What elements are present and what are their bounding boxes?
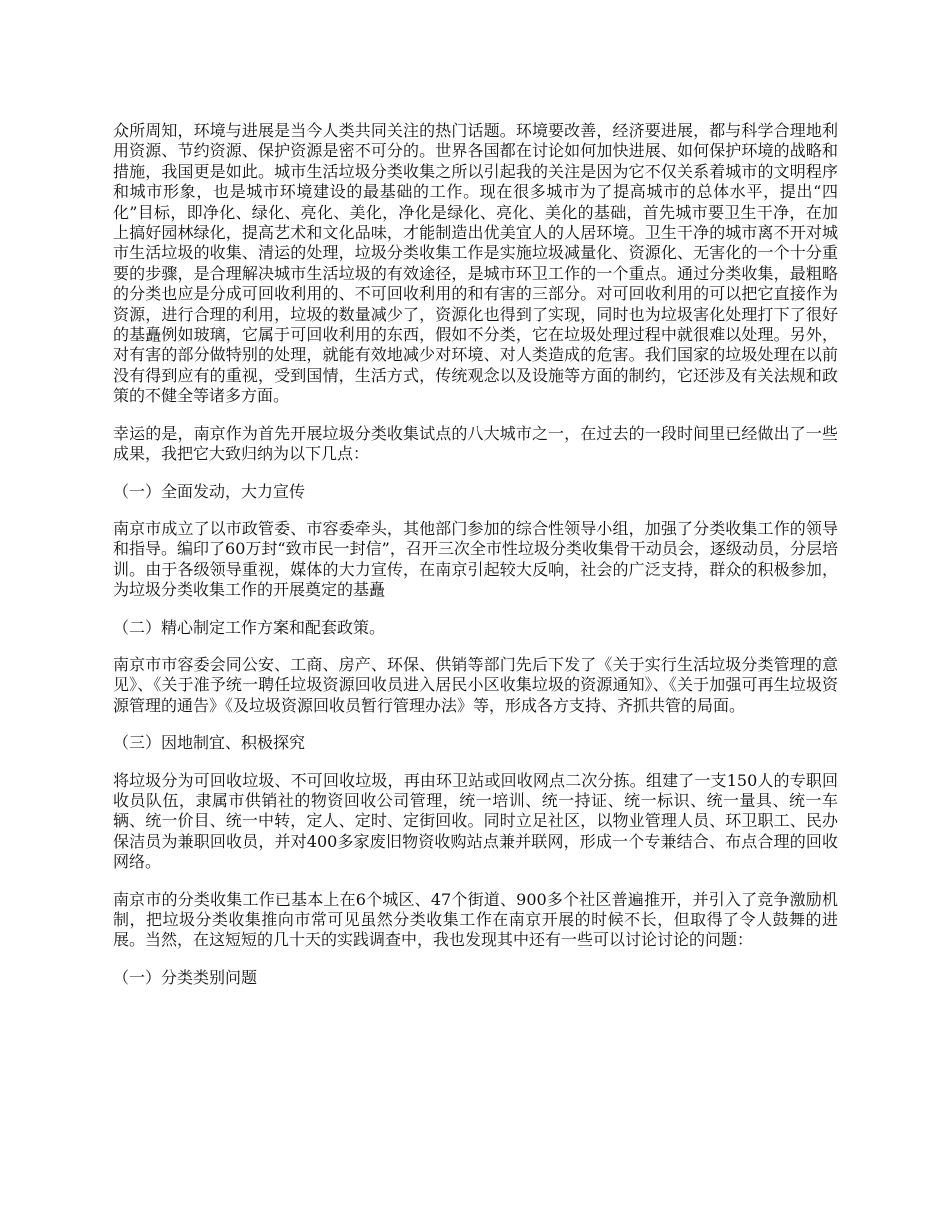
paragraph-intro: 众所周知，环境与进展是当今人类共同关注的热门话题。环境要改善，经济要进展，都与科学合理地利用资源、节约资源、保护资源是密不可分的。世界各国都在讨论如何加快进展、如何保护环境的战略和措施，我国更是如此。城市生活垃圾分类收集之所以引起我的关注是因为它不仅关系着城市的文明程序和城市形象，也是城市环境建设的最基础的工作。现在很多城市为了提高城市的总体水平，提出“四化”目标，即净化、绿化、亮化、美化，净化是绿化、亮化、美化的基础，首先城市要卫生干净，在加上搞好园林绿化，提高艺术和文化品味，才能制造出优美宜人的人居环境。卫生干净的城市离不开对城市生活垃圾的收集、清运的处理，垃圾分类收集工作是实施垃圾减量化、资源化、无害化的一个十分重要的步骤，是合理解决城市生活垃圾的有效途径，是城市环卫工作的一个重点。通过分类收集，最粗略的分类也应是分成可回收利用的、不可回收利用的和有害的三部分。对可回收利用的可以把它直接作为资源，进行合理的利用，垃圾的数量减少了，资源化也得到了实现，同时也为垃圾害化处理打下了很好的基矗例如玻璃，它属于可回收利用的东西，假如不分类，它在垃圾处理过程中就很难以处理。另外，对有害的部分做特别的处理，就能有效地减少对环境、对人类造成的危害。我们国家的垃圾处理在以前没有得到应有的重视，受到国情，生活方式，传统观念以及设施等方面的制约，它还涉及有关法规和政策的不健全等诸多方面。 — [113, 121, 838, 406]
section-heading-2: （二）精心制定工作方案和配套政策。 — [113, 617, 386, 637]
paragraph-section-3: 将垃圾分为可回收垃圾、不可回收垃圾，再由环卫站或回收网点二次分拣。组建了一支150人的专职回收员队伍，隶属市供销社的物资回收公司管理，统一培训、统一持证、统一标识、统一量具、统一车辆、统一价目、统一中转，定人、定时、定街回收。同时立足社区，以物业管理人员、环卫职工、民办保洁员为兼职回收员，并对400多家废旧物资收购站点兼并联网，形成一个专兼结合、布点合理的回收网络。 — [113, 770, 838, 872]
section-heading-3: （三）因地制宜、积极探究 — [113, 733, 306, 753]
paragraph-section-1: 南京市成立了以市政管委、市容委牵头，其他部门参加的综合性领导小组，加强了分类收集工作的领导和指导。编印了60万封“致市民一封信”，召开三次全市性垃圾分类收集骨干动员会，逐级动员，分层培训。由于各级领导重视，媒体的大力宣传，在南京引起较大反响，社会的广泛支持，群众的积极参加，为垃圾分类收集工作的开展奠定的基矗 — [113, 518, 838, 600]
document-body — [113, 121, 838, 1005]
section-heading-issue-1: （一）分类类别问题 — [113, 967, 258, 987]
paragraph-progress: 南京市的分类收集工作已基本上在6个城区、47个街道、900多个社区普遍推开，并引入了竞争激励机制，把垃圾分类收集推向市常可见虽然分类收集工作在南京开展的时候不长，但取得了令人鼓舞的进展。当然，在这短短的几十天的实践调查中，我也发现其中还有一些可以讨论讨论的问题： — [113, 889, 838, 950]
paragraph-nanjing-results: 幸运的是，南京作为首先开展垃圾分类收集试点的八大城市之一，在过去的一段时间里已经做出了一些成果，我把它大致归纳为以下几点： — [113, 423, 838, 464]
section-heading-1: （一）全面发动，大力宣传 — [113, 481, 306, 501]
paragraph-section-2: 南京市市容委会同公安、工商、房产、环保、供销等部门先后下发了《关于实行生活垃圾分类管理的意见》、《关于准予统一聘任垃圾资源回收员进入居民小区收集垃圾的资源通知》、《关于加强可再生垃圾资源管理的通告》《及垃圾资源回收员暂行管理办法》等，形成各方支持、齐抓共管的局面。 — [113, 654, 838, 715]
